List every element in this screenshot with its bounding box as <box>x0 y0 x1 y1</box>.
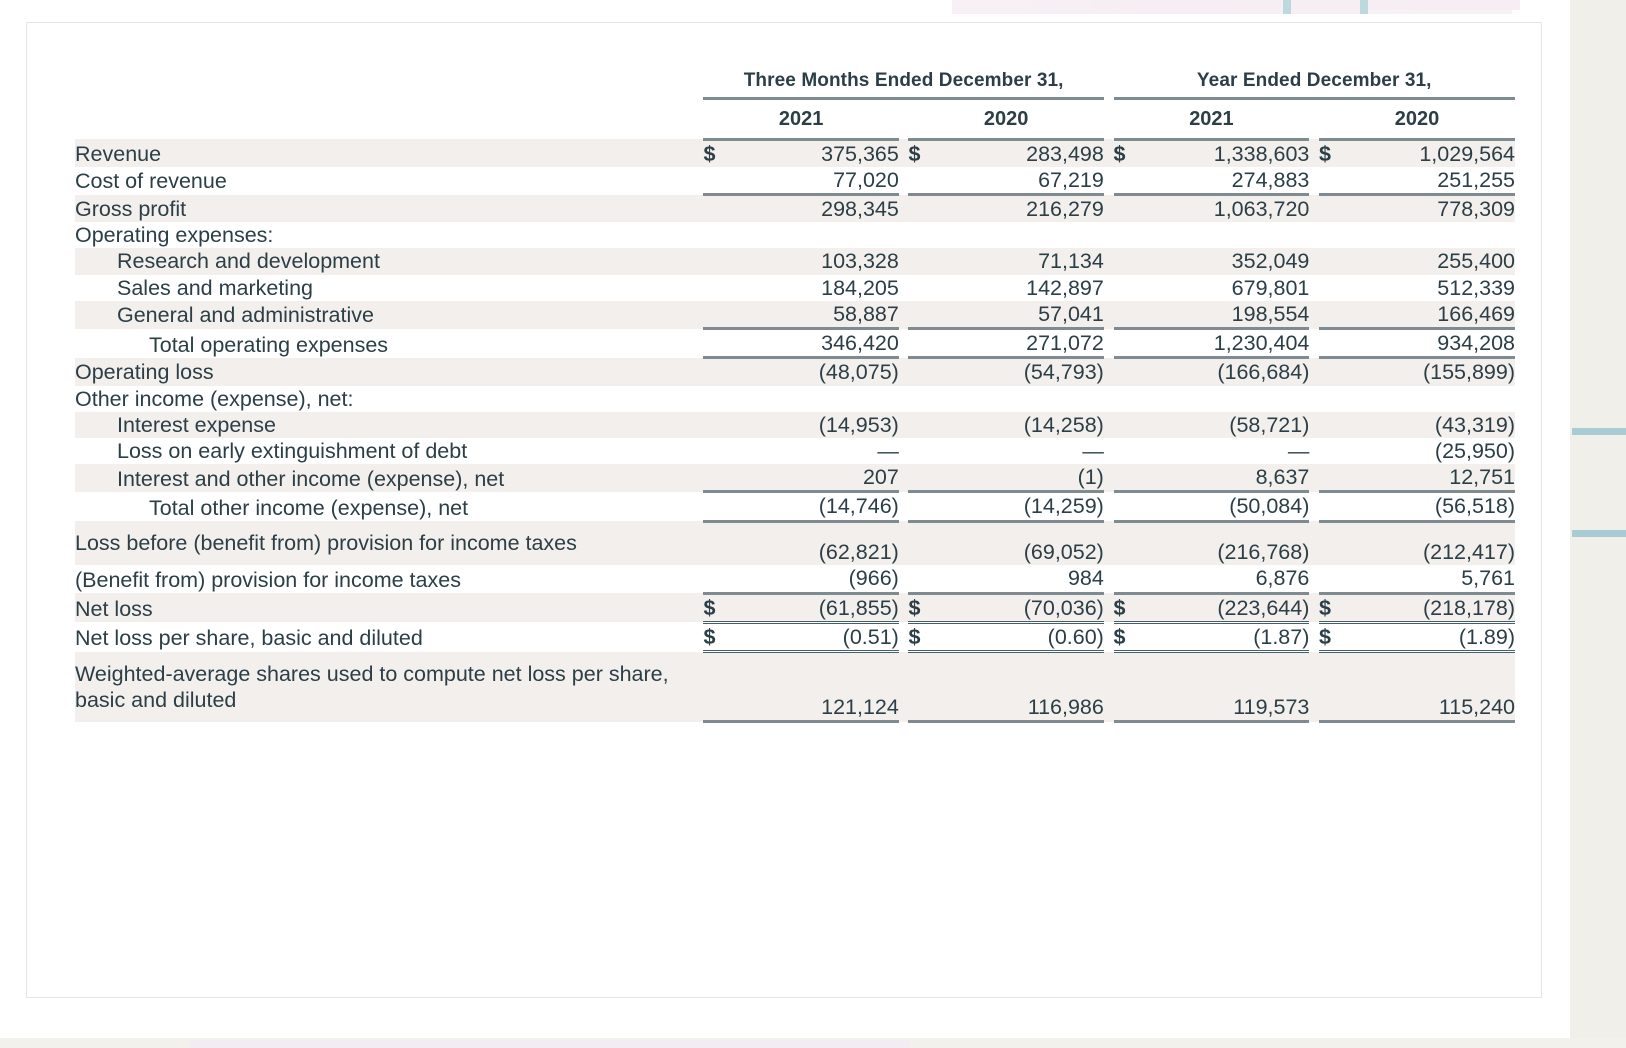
cell-value: 121,124 <box>743 652 899 722</box>
currency-symbol: $ <box>908 593 947 622</box>
currency-symbol <box>908 521 947 565</box>
currency-symbol <box>703 492 742 521</box>
column-gap <box>899 438 909 464</box>
table-row <box>75 412 1515 438</box>
cell-value: 8,637 <box>1153 464 1310 492</box>
cell-value: 67,219 <box>948 167 1104 195</box>
cell-value: 512,339 <box>1437 275 1515 300</box>
column-gap <box>1309 464 1319 492</box>
column-gap <box>899 222 909 248</box>
column-gap <box>1104 438 1114 464</box>
column-gap <box>1309 358 1319 386</box>
cell-value: — <box>877 438 899 463</box>
cell-value: (14,259) <box>948 492 1104 521</box>
currency-symbol <box>703 652 742 722</box>
cell-value: (54,793) <box>948 358 1104 386</box>
currency-symbol <box>908 565 947 593</box>
row-label: (Benefit from) provision for income taxes <box>75 567 461 592</box>
cell-value: 57,041 <box>948 301 1104 329</box>
cell-value <box>743 386 899 412</box>
currency-symbol <box>1319 652 1358 722</box>
currency-symbol <box>1319 248 1358 274</box>
currency-symbol: $ <box>908 139 947 167</box>
currency-symbol <box>703 222 742 248</box>
cell-value: 77,020 <box>743 167 899 195</box>
cell-value <box>1153 386 1310 412</box>
table-row <box>75 652 1515 722</box>
cell-value: 216,279 <box>948 195 1104 223</box>
currency-symbol <box>1114 492 1153 521</box>
currency-symbol <box>703 275 742 301</box>
currency-symbol <box>908 248 947 274</box>
currency-symbol <box>703 521 742 565</box>
cell-value <box>743 222 899 248</box>
cell-value: 184,205 <box>821 275 899 300</box>
currency-symbol <box>1319 492 1358 521</box>
row-label: Gross profit <box>75 195 703 223</box>
cell-value: (218,178) <box>1358 593 1515 622</box>
document-page <box>26 22 1542 998</box>
currency-symbol: $ <box>908 622 947 651</box>
cell-value: 116,986 <box>948 652 1104 722</box>
column-gap <box>1104 652 1114 722</box>
column-gap <box>899 275 909 301</box>
cell-value: (62,821) <box>743 521 899 565</box>
currency-symbol <box>1114 652 1153 722</box>
column-gap <box>899 464 909 492</box>
currency-symbol <box>1319 412 1358 438</box>
cell-value: 1,029,564 <box>1358 139 1515 167</box>
table-row <box>75 492 1515 521</box>
cell-value: 679,801 <box>1231 275 1310 300</box>
currency-symbol <box>1114 195 1153 223</box>
cell-value: 71,134 <box>948 248 1104 274</box>
row-label: Total other income (expense), net <box>149 495 469 520</box>
currency-symbol <box>703 565 742 593</box>
currency-symbol <box>1319 565 1358 593</box>
cell-value: 283,498 <box>948 139 1104 167</box>
cell-value: 271,072 <box>948 329 1104 358</box>
cell-value: (50,084) <box>1153 492 1310 521</box>
cell-value: 1,063,720 <box>1153 195 1310 223</box>
table-row <box>75 593 1515 622</box>
currency-symbol <box>703 167 742 195</box>
currency-symbol <box>908 301 947 329</box>
column-gap <box>899 593 909 622</box>
currency-symbol <box>908 386 947 412</box>
year-header-y-2021: 2021 <box>1114 99 1310 139</box>
cell-value: 1,230,404 <box>1153 329 1310 358</box>
column-gap <box>1309 622 1319 651</box>
currency-symbol <box>703 438 742 464</box>
currency-symbol <box>703 248 742 274</box>
cell-value: 119,573 <box>1153 652 1310 722</box>
header-row-years <box>75 99 1515 139</box>
header-spacer <box>75 63 703 99</box>
column-gap <box>1104 301 1114 329</box>
column-gap <box>1309 301 1319 329</box>
cell-value: (61,855) <box>743 593 899 622</box>
currency-symbol: $ <box>703 622 742 651</box>
header-row-period-groups <box>75 63 1515 99</box>
column-gap <box>1104 329 1114 358</box>
currency-symbol <box>1114 301 1153 329</box>
currency-symbol <box>703 195 742 223</box>
currency-symbol <box>1114 386 1153 412</box>
column-gap <box>899 386 909 412</box>
cell-value: (0.51) <box>743 622 899 651</box>
table-header <box>75 63 1515 139</box>
cell-value: (212,417) <box>1358 521 1515 565</box>
currency-symbol <box>1114 438 1153 464</box>
currency-symbol <box>1319 275 1358 301</box>
cell-value: 274,883 <box>1153 167 1310 195</box>
column-gap <box>1309 386 1319 412</box>
table-row <box>75 521 1515 565</box>
column-gap <box>899 329 909 358</box>
cell-value: 352,049 <box>1153 248 1310 274</box>
currency-symbol: $ <box>1319 622 1358 651</box>
cell-value: (966) <box>743 565 899 593</box>
cell-value: (1) <box>948 464 1104 492</box>
table-row <box>75 464 1515 492</box>
cell-value: (48,075) <box>743 358 899 386</box>
currency-symbol <box>1114 565 1153 593</box>
currency-symbol: $ <box>1114 622 1153 651</box>
header-gap <box>1104 63 1114 99</box>
cell-value: 103,328 <box>743 248 899 274</box>
table-row <box>75 438 1515 464</box>
currency-symbol <box>1319 301 1358 329</box>
currency-symbol <box>1114 358 1153 386</box>
cell-value: 166,469 <box>1358 301 1515 329</box>
row-label: Cost of revenue <box>75 169 227 194</box>
column-gap <box>1309 248 1319 274</box>
cell-value: 255,400 <box>1358 248 1515 274</box>
column-gap <box>1309 521 1319 565</box>
cell-value: 984 <box>948 565 1104 593</box>
cell-value: (216,768) <box>1153 521 1310 565</box>
cell-value: (1.89) <box>1358 622 1515 651</box>
currency-symbol <box>1319 386 1358 412</box>
cell-value <box>1153 222 1310 248</box>
currency-symbol <box>703 464 742 492</box>
column-gap <box>899 195 909 223</box>
row-label: Research and development <box>75 248 703 274</box>
column-gap <box>1309 412 1319 438</box>
currency-symbol <box>703 412 742 438</box>
cell-value: (14,746) <box>743 492 899 521</box>
cell-value <box>948 222 1104 248</box>
table-row <box>75 222 1515 248</box>
row-label: Loss before (benefit from) provision for income taxes <box>75 521 703 565</box>
column-gap <box>1309 565 1319 593</box>
currency-symbol <box>703 358 742 386</box>
column-gap <box>1104 139 1114 167</box>
cell-value: (166,684) <box>1153 358 1310 386</box>
column-gap <box>1309 222 1319 248</box>
currency-symbol <box>908 412 947 438</box>
currency-symbol <box>908 652 947 722</box>
cell-value: (43,319) <box>1358 412 1515 438</box>
column-gap <box>1104 593 1114 622</box>
cell-value: 934,208 <box>1358 329 1515 358</box>
column-gap <box>1104 386 1114 412</box>
row-label: Interest and other income (expense), net <box>75 464 703 492</box>
cell-value: 251,255 <box>1358 167 1515 195</box>
background-teal-tick-right <box>1360 0 1368 14</box>
year-header-y-2020: 2020 <box>1319 99 1515 139</box>
background-right-teal-rule-2 <box>1572 530 1626 537</box>
cell-value <box>948 386 1104 412</box>
income-statement-table <box>75 63 1515 723</box>
currency-symbol <box>1114 412 1153 438</box>
currency-symbol <box>1319 521 1358 565</box>
row-label: Other income (expense), net: <box>75 386 354 411</box>
currency-symbol: $ <box>703 139 742 167</box>
cell-value: (223,644) <box>1153 593 1310 622</box>
year-header-q-2020: 2020 <box>908 99 1103 139</box>
cell-value: (0.60) <box>948 622 1104 651</box>
header-gap-1 <box>899 99 909 139</box>
cell-value: — <box>1082 438 1104 463</box>
currency-symbol <box>1319 167 1358 195</box>
currency-symbol <box>908 195 947 223</box>
currency-symbol <box>1319 222 1358 248</box>
background-right-strip <box>1570 0 1626 1048</box>
row-label: Net loss per share, basic and diluted <box>75 626 423 651</box>
column-gap <box>899 565 909 593</box>
currency-symbol <box>703 386 742 412</box>
currency-symbol <box>1114 464 1153 492</box>
cell-value: 298,345 <box>743 195 899 223</box>
background-bottom-pink-band <box>190 1040 910 1048</box>
column-gap <box>899 622 909 651</box>
currency-symbol <box>1319 358 1358 386</box>
column-gap <box>899 248 909 274</box>
currency-symbol <box>908 275 947 301</box>
column-gap <box>1104 622 1114 651</box>
column-gap <box>1104 565 1114 593</box>
cell-value: (1.87) <box>1153 622 1310 651</box>
cell-value: 115,240 <box>1358 652 1515 722</box>
table-row <box>75 358 1515 386</box>
background-teal-tick-left <box>1283 0 1291 14</box>
currency-symbol <box>1319 438 1358 464</box>
row-label: Operating expenses: <box>75 223 274 248</box>
column-gap <box>1104 248 1114 274</box>
currency-symbol: $ <box>1114 139 1153 167</box>
column-gap <box>1104 492 1114 521</box>
cell-value: 5,761 <box>1358 565 1515 593</box>
cell-value <box>1358 386 1515 412</box>
column-gap <box>1104 167 1114 195</box>
column-gap <box>1104 358 1114 386</box>
table-body <box>75 139 1515 722</box>
cell-value <box>1358 222 1515 248</box>
group-header-year: Year Ended December 31, <box>1114 63 1516 99</box>
column-gap <box>1104 195 1114 223</box>
background-pink-band-secondary <box>1090 0 1520 10</box>
column-gap <box>1309 438 1319 464</box>
cell-value: — <box>1287 438 1310 463</box>
row-label: Interest expense <box>75 412 703 438</box>
header-gap-3 <box>1309 99 1319 139</box>
cell-value: 142,897 <box>1026 275 1104 300</box>
currency-symbol <box>703 301 742 329</box>
background-right-teal-rule-1 <box>1572 428 1626 435</box>
currency-symbol <box>908 222 947 248</box>
currency-symbol <box>908 492 947 521</box>
column-gap <box>899 412 909 438</box>
table-row <box>75 622 1515 651</box>
currency-symbol: $ <box>1319 139 1358 167</box>
cell-value: (25,950) <box>1434 438 1515 463</box>
cell-value: (56,518) <box>1358 492 1515 521</box>
column-gap <box>1104 412 1114 438</box>
column-gap <box>899 167 909 195</box>
column-gap <box>899 301 909 329</box>
currency-symbol <box>1319 464 1358 492</box>
cell-value: 778,309 <box>1358 195 1515 223</box>
column-gap <box>899 139 909 167</box>
currency-symbol <box>703 329 742 358</box>
year-header-q-2021: 2021 <box>703 99 898 139</box>
currency-symbol <box>908 464 947 492</box>
column-gap <box>1309 652 1319 722</box>
cell-value: (58,721) <box>1153 412 1310 438</box>
column-gap <box>1104 521 1114 565</box>
row-label: Total operating expenses <box>149 332 389 357</box>
column-gap <box>1309 139 1319 167</box>
table-row <box>75 195 1515 223</box>
row-label: General and administrative <box>75 301 703 329</box>
table-row <box>75 275 1515 301</box>
row-label: Loss on early extinguishment of debt <box>117 438 468 463</box>
cell-value: 198,554 <box>1153 301 1310 329</box>
currency-symbol <box>1319 195 1358 223</box>
column-gap <box>1309 167 1319 195</box>
row-label: Net loss <box>75 593 703 622</box>
column-gap <box>1309 329 1319 358</box>
cell-value: (14,258) <box>948 412 1104 438</box>
cell-value: 375,365 <box>743 139 899 167</box>
table-row <box>75 248 1515 274</box>
cell-value: (14,953) <box>743 412 899 438</box>
column-gap <box>1104 222 1114 248</box>
table-row <box>75 565 1515 593</box>
column-gap <box>1104 464 1114 492</box>
currency-symbol <box>908 329 947 358</box>
currency-symbol <box>908 358 947 386</box>
row-label: Sales and marketing <box>117 275 313 300</box>
header-gap-2 <box>1104 99 1114 139</box>
column-gap <box>1309 492 1319 521</box>
table-row <box>75 301 1515 329</box>
table-row <box>75 139 1515 167</box>
currency-symbol <box>1114 275 1153 301</box>
column-gap <box>899 521 909 565</box>
cell-value: 58,887 <box>743 301 899 329</box>
header-spacer-2 <box>75 99 703 139</box>
table-row <box>75 386 1515 412</box>
currency-symbol <box>908 438 947 464</box>
table-row <box>75 329 1515 358</box>
currency-symbol: $ <box>1319 593 1358 622</box>
cell-value: 207 <box>743 464 899 492</box>
column-gap <box>1104 275 1114 301</box>
cell-value: 6,876 <box>1153 565 1310 593</box>
currency-symbol <box>1114 329 1153 358</box>
cell-value: 346,420 <box>743 329 899 358</box>
row-label: Revenue <box>75 139 703 167</box>
group-header-three-months: Three Months Ended December 31, <box>703 63 1103 99</box>
cell-value: (69,052) <box>948 521 1104 565</box>
currency-symbol <box>1319 329 1358 358</box>
currency-symbol: $ <box>1114 593 1153 622</box>
row-label: Operating loss <box>75 358 703 386</box>
cell-value: 1,338,603 <box>1153 139 1310 167</box>
column-gap <box>899 358 909 386</box>
table-row <box>75 167 1515 195</box>
currency-symbol <box>1114 222 1153 248</box>
row-label: Weighted-average shares used to compute net loss per share, basic and diluted <box>75 652 703 722</box>
column-gap <box>899 652 909 722</box>
column-gap <box>1309 593 1319 622</box>
cell-value: 12,751 <box>1358 464 1515 492</box>
currency-symbol <box>1114 521 1153 565</box>
currency-symbol <box>1114 167 1153 195</box>
currency-symbol <box>1114 248 1153 274</box>
cell-value: (155,899) <box>1358 358 1515 386</box>
column-gap <box>1309 275 1319 301</box>
column-gap <box>1309 195 1319 223</box>
currency-symbol <box>908 167 947 195</box>
cell-value: (70,036) <box>948 593 1104 622</box>
currency-symbol: $ <box>703 593 742 622</box>
column-gap <box>899 492 909 521</box>
